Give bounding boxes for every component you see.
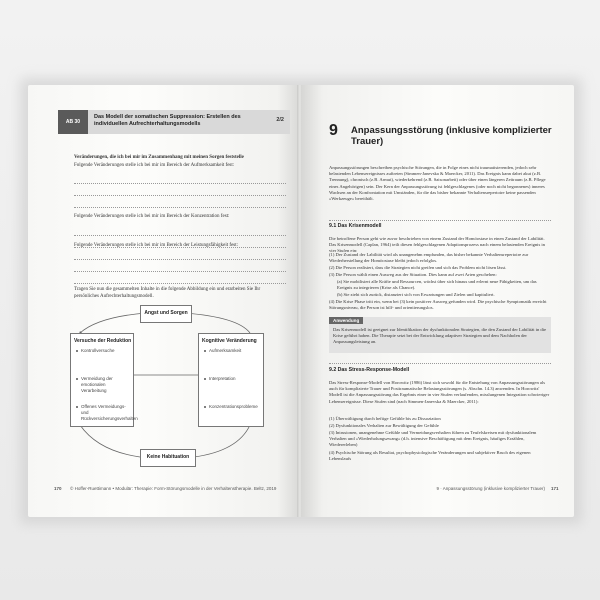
- section-title-stress-response: 9.2 Das Stress-Response-Modell: [329, 367, 410, 373]
- stress-item: (4) Psychische Störung als Resultat, psychophysiologische Veränderungen und subjektiver Bruch des eigenen Lebenslaufs: [329, 450, 531, 462]
- bullet-icon: [76, 378, 78, 380]
- diagram-top-label: Angst und Sorgen: [144, 310, 188, 316]
- section-text-crisis-model: Die betroffene Person geht wie zuvor beschrieben von einem Zustand der Homöostase in einen Zustand der Labilität. Das Krisenmodell (Caplan, 1964) teilt diesen fehlgeschlagenen Adaptionsprozess nach einem belastenden Ereignis in vier Stufen ein:: [329, 236, 545, 254]
- diagram-instructions: Tragen Sie nun die gesammelten Inhalte in die folgende Abbildung ein und erarbeiten Sie Ihr persönliches Aufrechterhaltungsmodell.: [74, 287, 261, 299]
- diagram-right-title: Kognitive Veränderung: [202, 338, 257, 344]
- diagram-bottom-box: [140, 449, 196, 467]
- right-page: [301, 85, 574, 517]
- section-rule: [329, 363, 551, 364]
- crisis-item: (3) Die Person wählt einen Ausweg aus der Situation. Dies kann auf zwei Arten geschehen:: [329, 272, 497, 277]
- diagram-left-box: [70, 333, 138, 427]
- footer-left: © Hoffer-Ruettimann • Modulär: Therapie: Form-Störungsmodelle in der Verhaltenstherapie. Beltz, 2019: [70, 486, 277, 491]
- section-text-stress-response: Das Stress-Response-Modell von Horowitz (1986) lässt sich sowohl für die Entstehung von Anpassungsstörungen als auch für komplizierte Trauer und Posttraumatische Belastungsstörungen (s. Abschn. 14.3) anwenden. In Horowitz' Modell ist die Anpassungsstörung das Ergebnis einer in vier Stufen verlaufenden, misslungenen Integration schwieriger Lebensereignisse. Diese Stufen sind (nach Simmen-Janevska & Maercker, 2011):: [329, 380, 550, 404]
- diagram-right-item: Interpretation: [209, 376, 236, 381]
- bullet-icon: [76, 406, 78, 408]
- crisis-item: (4) Die Krise Phase tritt ein, wenn bei (3) kein positiver Ausweg gefunden wird. Die psychische Symptomatik erreicht Störungsniveau, die Person ist hilf- und orientierungslos.: [329, 299, 547, 311]
- bullet-icon: [204, 350, 206, 352]
- diagram-right-item: Konzentrationsprobleme: [209, 404, 258, 409]
- application-box: [329, 317, 551, 353]
- chapter-title: Anpassungsstörung (inklusive komplizierter Trauer): [351, 125, 552, 147]
- worksheet-title: Das Modell der somatischen Suppression: Erstellen des individuellen Aufrechterhaltungsmodells: [94, 114, 241, 127]
- page-number-right: 171: [551, 486, 559, 491]
- application-tag: Anwendung: [329, 317, 363, 324]
- stress-item: (1) Überwältigung durch heftige Gefühle bis zu Dissoziation: [329, 416, 441, 421]
- crisis-item: (2) Die Person realisiert, dass die Strategien nicht greifen und sich das Problem nicht lösen lässt.: [329, 265, 507, 270]
- worksheet-page: 2/2: [276, 117, 284, 123]
- worksheet-tag: AB 30: [58, 110, 88, 134]
- stress-item: (3) Intrusionen, unangenehme Gefühle und Vermeidungsverhalten führen zu Teufelskreisen mit dysfunktionalem Verhalten und »Wiederholungszwang« (d.h. intensive Beschäftigung mit dem Ereignis, häufiges Erzählen, Wiedererleben): [329, 430, 537, 448]
- diagram-left-item: Offenes Vermeidungs- und Rückversicherungsverhalten: [81, 404, 138, 421]
- footer-right: 9 · Anpassungsstörung (inklusive komplizierter Trauer): [436, 486, 545, 491]
- crisis-subitem: (b) Sie zieht sich zurück, distanziert sich von Erwartungen und Zielen und kapituliert.: [337, 292, 495, 297]
- diagram-left-item: Kontrollversuche: [81, 348, 115, 353]
- crisis-item: (1) Der Zustand der Labilität wird als unangenehm empfunden, das bisher bekannte Verhaltensrepertoire zur Wiederherstellung der Homöostase bleibt jedoch erfolglos.: [329, 252, 529, 264]
- intro-heading: Veränderungen, die ich bei mir im Zusammenhang mit meinen Sorgen feststelle: [74, 155, 244, 160]
- bullet-icon: [76, 350, 78, 352]
- chapter-intro: Anpassungsstörungen beschreiben psychische Störungen, die in Folge eines nicht traumatisierenden, jedoch sehr belastenden Lebensereignisses auftreten (Simmen-Janevska & Maercker, 2011). Das Ereignis kann dabei akut (z.B. Trennung), chronisch (z.B. Armut), wiederkehrend (z.B. Saisonarbeit) oder über einen längeren Zeitraum (z.B. Pflege eines Angehörigen) sein. Der Kern der Anpassungsstörung ist fehlgeschlagenes (oder noch nicht begonnenes) inneres Wachsen an der Konfrontation mit Umständen, für die das bisher bekannte Verhaltensrepertoire keine passenden »Werkzeuge« bereithält.: [329, 165, 546, 201]
- application-text: Das Krisenmodell ist geeignet zur Identifikation der dysfunktionalen Strategien, die den Zustand der Labilität in die Krise geführt haben. Die Therapie setzt bei der Entwicklung adaptiver Strategien und dem Nachholen der Anpassungsleistung an.: [333, 327, 547, 345]
- page-number-left: 170: [54, 486, 62, 491]
- section-title-crisis-model: 9.1 Das Krisenmodell: [329, 223, 382, 229]
- crisis-subitem: (a) Sie mobilisiert alle Kräfte und Ressourcen, wächst über sich hinaus und erlernt neue Fähigkeiten, um das Ereignis zu integrieren (Krise als Chance).: [337, 279, 537, 291]
- diagram-left-title: Versuche der Reduktion: [74, 338, 132, 344]
- diagram-top-box: [140, 305, 192, 323]
- left-page: [28, 85, 299, 517]
- bullet-icon: [204, 378, 206, 380]
- bullet-icon: [204, 406, 206, 408]
- section-rule: [329, 220, 551, 221]
- diagram-right-item: Aufmerksamkeit: [209, 348, 242, 353]
- stress-item: (2) Dysfunktionales Verhalten zur Bewältigung der Gefühle: [329, 423, 439, 428]
- diagram-bottom-label: Keine Habituation: [146, 454, 190, 460]
- diagram-right-box: [198, 333, 264, 427]
- prompt-concentration: Folgende Veränderungen stelle ich bei mir im Bereich der Konzentration fest:: [74, 214, 230, 219]
- prompt-attention: Folgende Veränderungen stelle ich bei mir im Bereich der Aufmerksamkeit fest:: [74, 163, 235, 168]
- prompt-performance: Folgende Veränderungen stelle ich bei mir im Bereich der Leistungsfähigkeit fest:: [74, 243, 239, 248]
- chapter-number: 9: [329, 122, 338, 139]
- diagram-left-item: Vermeidung der emotionalen Verarbeitung: [81, 376, 113, 393]
